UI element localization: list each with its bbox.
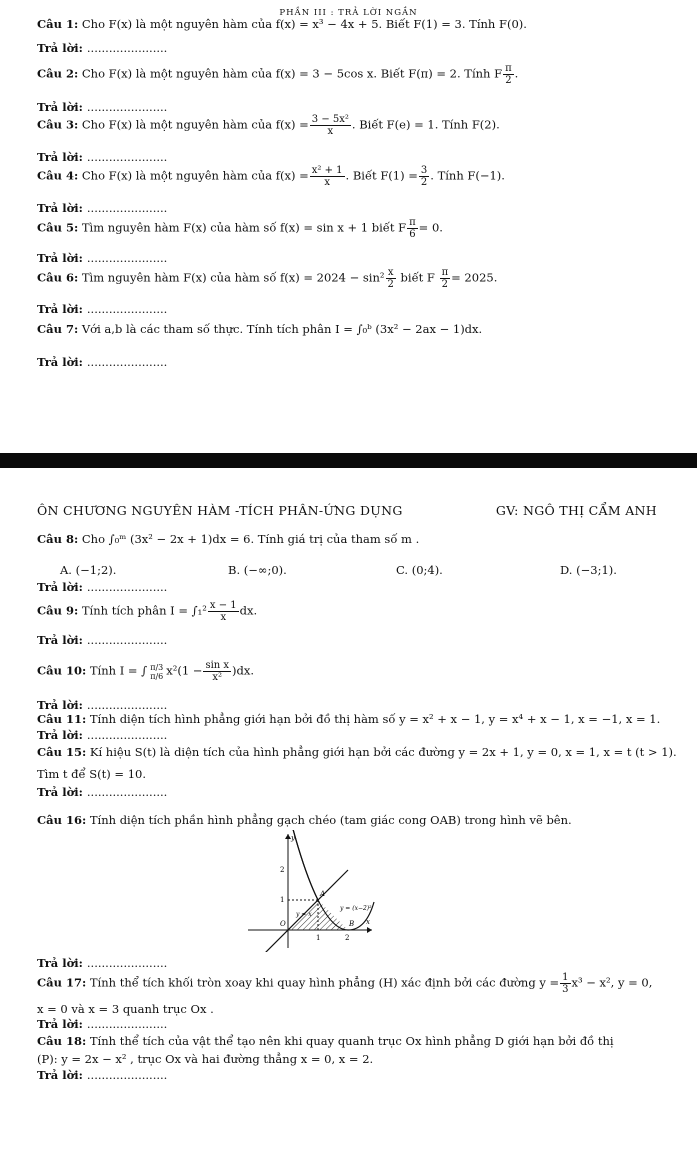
question-3: Câu 3: Cho F(x) là một nguyên hàm của f(x) = $\frac{\text{3 − 5x²}}{x}$ . Biết F(e) = 1. Tính F(2). — [37, 114, 500, 137]
question-text: Cho F(x) là một nguyên hàm của f(x) = — [81, 117, 309, 132]
answer-blank[interactable]: ...................... — [86, 698, 168, 712]
fraction: $\frac{\pi}{6}$ — [409, 217, 416, 240]
option-label: D. — [560, 563, 573, 577]
fraction: $\frac{\text{x² + 1}}{x}$ — [311, 165, 343, 188]
fraction: $\frac{\text{3 − 5x²}}{x}$ — [311, 114, 349, 137]
label-y: y — [291, 834, 295, 842]
fraction: $\frac{\pi}{2}$ — [505, 63, 512, 86]
answer-blank[interactable]: ...................... — [86, 355, 168, 369]
label-a: A — [320, 890, 326, 898]
question-number: Câu 2: — [37, 66, 79, 81]
label-b: B — [349, 920, 355, 928]
answer-label: Trả lời: — [37, 41, 83, 55]
section-title: ÔN CHƯƠNG NGUYÊN HÀM -TÍCH PHÂN-ỨNG DỤNG — [37, 503, 403, 518]
question-number: Câu 10: — [37, 663, 87, 678]
question-text: Cho ∫₀ᵐ (3x² − 2x + 1)dx = 6. Tính giá trị của tham số m . — [81, 532, 420, 546]
answer-blank[interactable]: ...................... — [86, 1068, 168, 1082]
answer-blank[interactable]: ...................... — [86, 302, 168, 316]
question-7 — [37, 322, 482, 336]
option-value: (0;4). — [411, 563, 443, 577]
answer-label: Trả lời: — [37, 633, 83, 647]
question-17-line2: x = 0 và x = 3 quanh trục Ox . — [37, 1002, 214, 1016]
tick-x1: 1 — [316, 934, 321, 942]
answer-blank[interactable]: ...................... — [86, 785, 168, 799]
question-1 — [37, 17, 527, 31]
answer-line — [37, 698, 167, 712]
answer-label: Trả lời: — [37, 355, 83, 369]
answer-blank[interactable]: ...................... — [86, 728, 168, 742]
answer-label: Trả lời: — [37, 1017, 83, 1031]
answer-blank[interactable]: ...................... — [86, 41, 168, 55]
question-text: Cho F(x) là một nguyên hàm của f(x) = 3 − 5cos x. Biết F(π) = 2. Tính F — [81, 66, 503, 81]
answer-blank[interactable]: ...................... — [86, 100, 168, 114]
question-number: Câu 9: — [37, 603, 79, 618]
option-label: A. — [60, 563, 72, 577]
curve-label: y = (x−2)² — [340, 905, 372, 912]
question-text: Với a,b là các tham số thực. Tính tích phân I = ∫₀ᵇ (3x² − 2ax − 1)dx. — [81, 322, 483, 336]
question-number: Câu 16: — [37, 813, 87, 827]
tick-y2: 2 — [280, 866, 285, 874]
question-17: Câu 17: Tính thể tích khối tròn xoay khi quay hình phẳng (H) xác định bởi các đường y = $\frac{1}{3}$ x³ − x², y = 0, — [37, 972, 653, 995]
question-10: Câu 10: Tính I = ∫ π/3 π/6 x²(1 − $\frac{\text{sin x}}{\text{x²}}$ )dx. — [37, 660, 255, 683]
question-8 — [37, 532, 419, 546]
question-text: Tính thể tích của vật thể tạo nên khi quay quanh trục Ox hình phẳng D giới hạn bởi đồ thị — [89, 1034, 614, 1048]
tick-y1: 1 — [280, 896, 285, 904]
answer-label: Trả lời: — [37, 956, 83, 970]
label-x: x — [366, 918, 370, 926]
question-text: Cho F(x) là một nguyên hàm của f(x) = — [81, 168, 309, 183]
answer-label: Trả lời: — [37, 302, 83, 316]
teacher-name: GV: NGÔ THỊ CẨM ANH — [495, 503, 657, 518]
answer-line — [37, 728, 167, 742]
answer-label: Trả lời: — [37, 1068, 83, 1082]
option-value: (−1;2). — [75, 563, 117, 577]
page-header — [37, 503, 657, 518]
fraction: $\frac{\pi}{2}$ — [441, 267, 449, 290]
question-4: Câu 4: Cho F(x) là một nguyên hàm của f(x) = $\frac{\text{x² + 1}}{x}$ . Biết F(1) = $\frac{3}{2}$ . Tính F(−1). — [37, 165, 505, 188]
question-number: Câu 5: — [37, 220, 79, 235]
section-header: PHẦN III : TRẢ LỜI NGẮN — [279, 8, 418, 18]
x-axis-arrow — [367, 927, 372, 933]
question-text: Tính I = ∫ — [89, 663, 148, 678]
answer-blank[interactable]: ...................... — [86, 1017, 168, 1031]
question-number: Câu 18: — [37, 1034, 87, 1048]
question-text: Tính tích phân I = ∫₁² — [81, 603, 207, 618]
answer-line — [37, 302, 167, 316]
question-15 — [37, 745, 677, 759]
option-c[interactable] — [396, 563, 443, 577]
option-a[interactable] — [60, 563, 116, 577]
question-2: Câu 2: Cho F(x) là một nguyên hàm của f(x) = 3 − 5cos x. Biết F(π) = 2. Tính F $\frac{\pi}{2}$ . — [37, 63, 519, 86]
answer-label: Trả lời: — [37, 728, 83, 742]
question-11 — [37, 712, 660, 726]
answer-line — [37, 633, 167, 647]
question-number: Câu 8: — [37, 532, 79, 546]
question-number: Câu 1: — [37, 17, 79, 31]
question-text: Tìm nguyên hàm F(x) của hàm số f(x) = 2024 − sin² — [81, 270, 385, 285]
answer-label: Trả lời: — [37, 698, 83, 712]
answer-label: Trả lời: — [37, 251, 83, 265]
answer-line — [37, 580, 167, 594]
answer-blank[interactable]: ...................... — [86, 251, 168, 265]
question-5: Câu 5: Tìm nguyên hàm F(x) của hàm số f(x) = sin x + 1 biết F $\frac{\pi}{6}$ = 0. — [37, 217, 443, 240]
option-value: (−∞;0). — [243, 563, 287, 577]
line-label: y = x — [296, 911, 312, 918]
top-page — [0, 0, 697, 455]
question-text: Kí hiệu S(t) là diện tích của hình phẳng giới hạn bởi các đường y = 2x + 1, y = 0, x = 1, x = t (t > 1). — [89, 745, 677, 759]
answer-line — [37, 150, 167, 164]
answer-blank[interactable]: ...................... — [86, 201, 168, 215]
answer-blank[interactable]: ...................... — [86, 150, 168, 164]
question-number: Câu 11: — [37, 712, 87, 726]
answer-line — [37, 41, 167, 55]
fraction: $\frac{x - 1}{x}$ — [209, 600, 237, 623]
q16-graph — [244, 830, 376, 952]
label-o: O — [280, 920, 286, 928]
answer-line — [37, 100, 167, 114]
answer-label: Trả lời: — [37, 580, 83, 594]
answer-label: Trả lời: — [37, 150, 83, 164]
question-number: Câu 3: — [37, 117, 79, 132]
answer-line — [37, 785, 167, 799]
answer-blank[interactable]: ...................... — [86, 633, 168, 647]
answer-line — [37, 355, 167, 369]
option-b[interactable] — [228, 563, 287, 577]
fraction: $\frac{3}{2}$ — [420, 165, 428, 188]
fraction: $\frac{\text{sin x}}{\text{x²}}$ — [205, 660, 230, 683]
answer-blank[interactable]: ...................... — [86, 580, 168, 594]
question-18 — [37, 1034, 614, 1048]
fraction: $\frac{x}{2}$ — [387, 267, 394, 290]
question-16 — [37, 813, 572, 827]
question-text: Tính diện tích phần hình phẳng gạch chéo (tam giác cong OAB) trong hình vẽ bên. — [89, 813, 572, 827]
answer-label: Trả lời: — [37, 201, 83, 215]
question-text: Tính diện tích hình phẳng giới hạn bởi đồ thị hàm số y = x² + x − 1, y = x⁴ + x − 1, x = −1, x = 1. — [89, 712, 661, 726]
question-number: Câu 6: — [37, 270, 79, 285]
question-text: Cho F(x) là một nguyên hàm của f(x) = x³ − 4x + 5. Biết F(1) = 3. Tính F(0). — [81, 17, 527, 31]
option-label: B. — [228, 563, 241, 577]
answer-line — [37, 1068, 167, 1082]
option-d[interactable] — [560, 563, 617, 577]
answer-line — [37, 201, 167, 215]
answer-label: Trả lời: — [37, 785, 83, 799]
question-15-line2: Tìm t để S(t) = 10. — [37, 767, 146, 781]
answer-line — [37, 251, 167, 265]
answer-label: Trả lời: — [37, 100, 83, 114]
question-number: Câu 15: — [37, 745, 87, 759]
question-9: Câu 9: Tính tích phân I = ∫₁² $\frac{x - 1}{x}$ dx. — [37, 600, 258, 623]
question-number: Câu 17: — [37, 975, 87, 990]
question-text: Tìm nguyên hàm F(x) của hàm số f(x) = sin x + 1 biết F — [81, 220, 407, 235]
fraction: $\frac{1}{3}$ — [562, 972, 569, 995]
page-separator — [0, 453, 697, 469]
integral-limits: π/3 π/6 — [150, 662, 164, 681]
option-value: (−3;1). — [576, 563, 617, 577]
question-18-line2: (P): y = 2x − x² , trục Ox và hai đường thẳng x = 0, x = 2. — [37, 1052, 374, 1066]
option-label: C. — [396, 563, 409, 577]
answer-line — [37, 1017, 167, 1031]
question-number: Câu 7: — [37, 322, 79, 336]
tick-x2: 2 — [345, 934, 350, 942]
question-number: Câu 4: — [37, 168, 79, 183]
question-6: Câu 6: Tìm nguyên hàm F(x) của hàm số f(x) = 2024 − sin² $\frac{x}{2}$ biết F $\frac{\pi}{2}$ = 2025. — [37, 267, 498, 290]
answer-line — [37, 956, 167, 970]
answer-blank[interactable]: ...................... — [86, 956, 168, 970]
question-text: Tính thể tích khối tròn xoay khi quay hình phẳng (H) xác định bởi các đường y = — [89, 975, 560, 990]
